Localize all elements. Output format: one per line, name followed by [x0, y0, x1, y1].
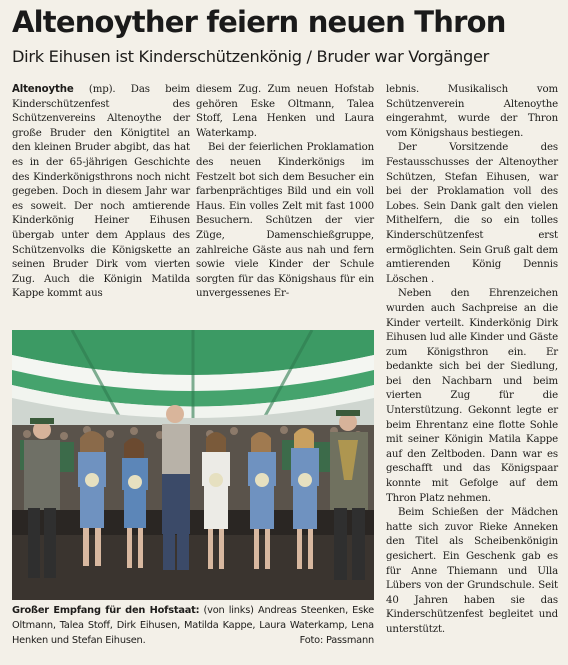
article-paragraph: Der Vorsitzende des Festausschusses der Altenoyther Schützen, Stefan Eihusen, war bei der Proklamation voll des Lobes. Sein Dank galt den vielen Mithelfern, die so ein tolles Kinderschützenfest erst ermöglichten. Sein Gruß galt dem amtierenden König Dennis Löschen . — [386, 142, 558, 285]
article-paragraph: Beim Schießen der Mädchen hatte sich zuvor Rieke Anneken den Titel als Scheibenkönigin gesichert. Ein Geschenk gab es für Anne Thiemann und Ulla Lübers von der Grundschule. Seit 40 Jahren haben sie das Kinderschützenfest begleitet und unterstützt. — [386, 507, 558, 635]
caption-text: (von links) Andreas Steenken, Eske Oltmann, Talea Stoff, Dirk Eihusen, Matilda Kappe, Laura Waterkamp, Lena Henken und Stefan Eihusen. — [12, 605, 374, 646]
article-paragraph: Bei der feierlichen Proklamation des neuen Kinderkönigs im Festzelt bot sich dem Besucher ein farbenprächtiges Bild und ein voll Haus. Ein volles Zelt mit fast 1000 Besuchern. Schützen der vier Züge, Damenschießgruppe, zahlreiche Gäste aus nah und fern sowie viele Kinder der Schule sorgten für das Königshaus für ein unvergessenes Er- — [196, 142, 374, 300]
article-dateline: Altenoythe — [12, 84, 74, 95]
article-paragraph: diesem Zug. Zum neuen Hofstab gehören Eske Oltmann, Talea Stoff, Lena Henken und Laura Waterkamp. — [196, 84, 374, 139]
article-column-1 — [12, 83, 190, 302]
article-column-2 — [196, 83, 374, 302]
article-paragraph: lebnis. Musikalisch vom Schützenverein Altenoythe eingerahmt, wurde der Thron vom Königshaus bestiegen. — [386, 84, 558, 139]
article-headline: Altenoyther feiern neuen Thron — [12, 5, 506, 39]
article-column-3 — [386, 83, 558, 638]
photo-caption — [12, 603, 374, 648]
article-photo — [12, 330, 374, 600]
photo-credit: Foto: Passmann — [299, 635, 374, 646]
caption-title: Großer Empfang für den Hofstaat: — [12, 605, 200, 616]
festival-tent-photo — [12, 330, 374, 600]
article-paragraph — [12, 83, 190, 302]
article-text: (mp). Das beim Kinderschützenfest des Schützenvereins Altenoythe der große Bruder den Königtitel an den kleinen Bruder abgibt, das hat es in der 65-jährigen Geschichte des Kinderkönigsthrons noch nicht gegeben. Doch in diesem Jahr war es soweit. Der noch amtierende Kinderkönig Heiner Eihusen übergab unter dem Applaus des Schützenvolks die Königskette an seinen Bruder Dirk vom vierten Zug. Auch die Königin Matilda Kappe kommt aus — [12, 84, 190, 300]
article-paragraph: Neben den Ehrenzeichen wurden auch Sachpreise an die Kinder verteilt. Kinderkönig Dirk Eihusen lud alle Kinder und Gäste zum Königsthron ein. Er bedankte sich bei der Siedlung, bei den Nachbarn und beim vierten Zug für die Unterstützung. Gekonnt legte er beim Ehrentanz eine flotte Sohle mit seiner Königin Matila Kappe auf den Zeltboden. Dann war es geschafft und das Königspaar konnte mit Gefolge auf dem Thron Platz nehmen. — [386, 288, 558, 504]
article-subheadline: Dirk Eihusen ist Kinderschützenkönig / Bruder war Vorgänger — [12, 47, 490, 66]
